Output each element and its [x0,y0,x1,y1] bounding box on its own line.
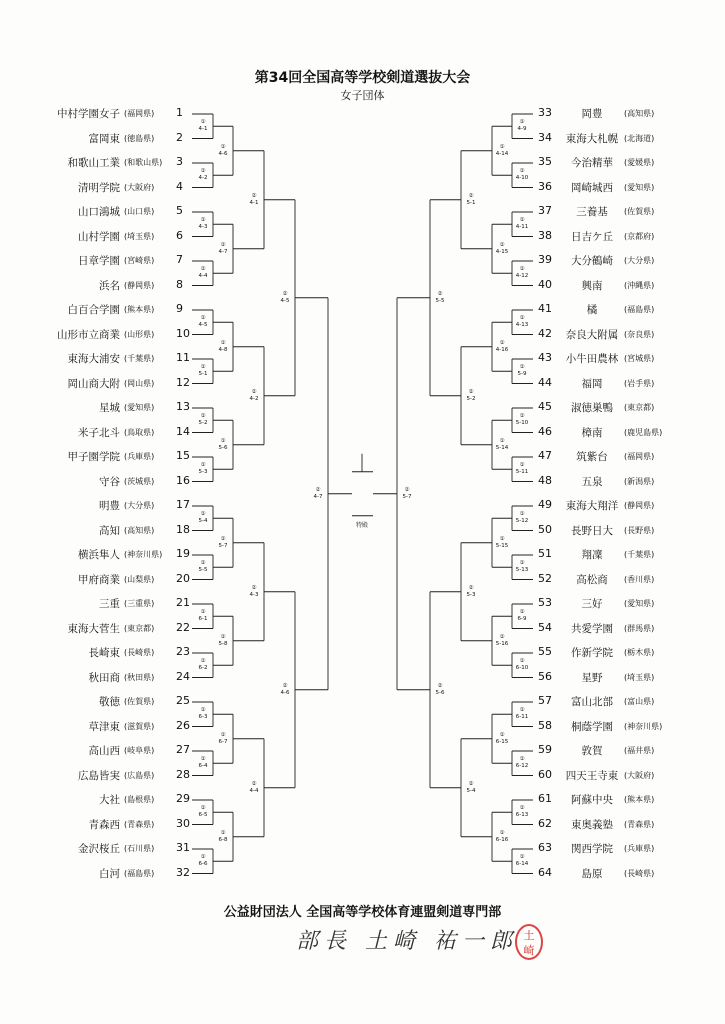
match-label: ① 4-13 [515,315,529,329]
team-prefecture: (福岡県) [124,109,155,118]
team-name: 富岡東 [88,132,120,145]
match-label: ① 5-12 [515,511,529,525]
team-name: 山口鴻城 [78,206,120,218]
team-prefecture: (長野県) [624,525,655,535]
team-prefecture: (福島県) [124,868,155,878]
seed-number: 30 [176,816,190,830]
team-name: 興南 [581,279,603,292]
seed-number: 31 [176,841,190,854]
team-prefecture: (徳島県) [124,133,155,143]
seed-number: 13 [176,400,190,413]
team-name: 浜名 [99,279,120,292]
team-prefecture: (埼玉県) [124,231,155,241]
match-label: ② 5-2 [466,388,476,402]
team-prefecture: (神奈川県) [624,721,663,731]
match-label: ① 4-14 [495,143,509,157]
seed-number: 5 [176,204,183,217]
match-label: ② 5-1 [466,192,476,206]
team-name: 岡豊 [581,108,603,120]
team-prefecture: (兵庫県) [124,452,155,461]
team-prefecture: (愛知県) [124,403,155,412]
seed-number: 55 [538,645,552,658]
match-label: ① 6-4 [198,756,208,770]
seed-number: 61 [538,792,552,805]
team-name: 高山西 [88,745,120,757]
seed-number: 42 [538,326,552,340]
team-prefecture: (和歌山県) [124,158,163,167]
match-label: ① 6-6 [198,854,208,868]
match-label: ① 5-11 [515,462,529,476]
match-label: ① 5-13 [515,560,529,574]
team-name: 淑徳巣鴨 [571,402,613,414]
match-label: ① 5-5 [198,560,208,574]
team-prefecture: (福岡県) [624,452,655,461]
match-label: ① 5-1 [198,364,208,378]
seed-number: 7 [176,253,183,266]
match-label: ② 4-6 [280,682,290,696]
seed-number: 40 [538,277,552,291]
seed-number: 18 [176,522,190,536]
seed-number: 64 [538,865,552,879]
team-name: 奈良大附属 [565,328,619,341]
seed-number: 3 [176,155,183,168]
seed-number: 54 [538,620,552,634]
team-name: 関西学院 [571,843,613,855]
team-prefecture: (奈良県) [624,329,655,339]
match-label: ① 4-11 [515,217,529,231]
match-label: ② 4-2 [249,388,259,402]
match-label: ① 4-7 [218,241,228,255]
match-label: ① 6-3 [198,707,208,721]
team-name: 五泉 [581,475,603,488]
seed-number: 59 [538,743,552,756]
seed-number: 25 [176,694,190,707]
team-prefecture: (熊本県) [624,795,655,804]
team-prefecture: (沖縄県) [624,280,655,290]
team-prefecture: (青森県) [124,819,155,829]
team-name: 白河 [99,867,120,880]
team-name: 白百合学園 [67,304,120,316]
seed-number: 14 [176,424,190,438]
seed-number: 20 [176,571,190,585]
team-name: 日吉ケ丘 [571,230,613,243]
team-prefecture: (岩手県) [624,378,655,388]
seed-number: 29 [176,792,190,805]
match-label: ① 5-2 [198,413,208,427]
final-label: 特殿 [356,521,369,529]
match-label: ① 6-5 [198,805,208,819]
seed-number: 60 [538,767,552,781]
seed-number: 12 [176,375,190,389]
seed-number: 17 [176,498,190,511]
team-name: 富山北部 [571,696,613,708]
team-name: 東海大浦安 [67,353,120,365]
team-prefecture: (愛知県) [624,599,655,608]
seed-number: 50 [538,522,552,536]
organization-name: 公益財団法人 全国高等学校体育連盟剣道専門部 [223,905,502,920]
team-name: 筑紫台 [576,451,608,463]
match-label: ① 4-4 [198,266,208,280]
match-label: ① 4-10 [515,168,529,182]
match-label: ② 5-7 [402,486,412,500]
seed-number: 4 [176,179,183,193]
team-name: 三好 [581,598,603,610]
team-name: 高知 [99,524,120,537]
team-name: 星野 [581,671,603,684]
seed-number: 46 [538,424,552,438]
seed-number: 32 [176,865,190,879]
team-name: 敬徳 [99,696,120,708]
team-name: 大社 [99,794,120,806]
team-prefecture: (佐賀県) [124,697,155,706]
team-name: 星城 [99,402,120,414]
match-label: ② 4-7 [313,486,323,500]
team-name: 和歌山工業 [67,157,120,169]
seed-number: 11 [176,351,190,364]
team-name: 横浜隼人 [78,549,120,561]
team-prefecture: (埼玉県) [624,672,655,682]
seed-number: 6 [176,228,183,242]
team-prefecture: (京都府) [624,231,655,241]
team-name: 作新学院 [571,647,613,659]
match-label: ② 4-1 [249,192,259,206]
team-name: 甲府商業 [78,573,120,586]
match-label: ② 4-5 [280,290,290,304]
team-prefecture: (愛媛県) [624,158,655,167]
seed-number: 49 [538,498,552,511]
team-prefecture: (富山県) [624,697,655,706]
match-label: ② 5-6 [435,682,445,696]
team-name: 明豊 [99,500,120,512]
seed-number: 28 [176,767,190,781]
team-prefecture: (熊本県) [124,305,155,314]
team-prefecture: (静岡県) [624,501,655,510]
team-name: 阿蘇中央 [571,794,613,806]
match-label: ① 6-8 [218,829,228,843]
seed-number: 56 [538,669,552,683]
seed-number: 23 [176,645,190,658]
team-prefecture: (兵庫県) [624,844,655,853]
team-prefecture: (鳥取県) [124,427,155,437]
team-name: 東奥義塾 [571,818,613,831]
seed-number: 38 [538,228,552,242]
page-subtitle: 女子団体 [340,89,385,102]
team-name: 山村学園 [78,230,120,243]
seed-number: 15 [176,449,190,462]
team-prefecture: (山口県) [124,207,155,216]
match-label: ① 6-2 [198,658,208,672]
team-prefecture: (大分県) [124,501,155,510]
team-prefecture: (秋田県) [124,672,155,682]
team-name: 四天王寺東 [565,769,619,782]
signature-area [0,924,725,964]
seed-number: 41 [538,302,552,315]
team-prefecture: (岡山県) [124,378,155,388]
team-name: 長崎東 [88,647,120,659]
match-label: ② 4-3 [249,584,259,598]
team-name: 山形市立商業 [57,328,120,341]
match-label: ① 6-15 [495,731,509,745]
team-name: 岡崎城西 [571,181,613,194]
team-name: 今治精華 [571,157,613,169]
seed-number: 34 [538,130,552,144]
seed-number: 44 [538,375,552,389]
seed-number: 53 [538,596,552,609]
team-prefecture: (島根県) [124,795,155,804]
team-prefecture: (栃木県) [624,648,655,657]
seed-number: 9 [176,302,183,315]
seed-number: 62 [538,816,552,830]
match-label: ① 6-12 [515,756,529,770]
signature: 部長 土崎 祐一郎 [296,929,518,954]
match-label: ② 5-3 [466,584,476,598]
seed-number: 45 [538,400,552,413]
seed-number: 33 [538,106,552,119]
team-prefecture: (岐阜県) [124,746,155,755]
team-prefecture: (高知県) [124,525,155,535]
match-label: ① 5-7 [218,535,228,549]
match-label: ① 6-10 [515,658,529,672]
team-prefecture: (福島県) [624,305,655,314]
team-prefecture: (群馬県) [624,623,655,633]
team-prefecture: (大阪府) [624,770,655,780]
team-name: 共愛学園 [571,622,613,635]
team-name: 秋田商 [88,671,120,684]
match-label: ① 5-15 [495,535,509,549]
match-label: ① 4-2 [198,168,208,182]
seed-number: 27 [176,743,190,756]
seed-number: 1 [176,106,183,119]
team-prefecture: (山梨県) [124,574,155,584]
team-prefecture: (北海道) [624,133,655,143]
team-name: 高松商 [576,573,608,586]
match-label: ① 6-1 [198,609,208,623]
team-prefecture: (千葉県) [124,354,155,363]
team-name: 守谷 [99,475,120,488]
team-name: 広島皆実 [78,769,120,782]
match-label: ① 5-3 [198,462,208,476]
team-prefecture: (東京都) [624,403,655,412]
team-name: 清明学院 [78,181,120,194]
seed-number: 21 [176,596,190,609]
seed-number: 19 [176,547,190,560]
team-name: 東海大札幌 [565,132,619,145]
match-label: ① 6-11 [515,707,529,721]
seed-number: 10 [176,326,190,340]
match-label: ① 5-14 [495,437,509,451]
match-label: ① 4-1 [198,119,208,133]
team-prefecture: (石川県) [124,844,155,853]
match-label: ① 4-8 [218,339,228,353]
team-name: 東海大菅生 [67,622,120,635]
team-name: 甲子園学院 [67,451,120,463]
team-name: 樟南 [581,426,603,439]
seed-number: 47 [538,449,552,462]
team-name: 福岡 [581,377,603,390]
seed-number: 43 [538,351,552,364]
team-name: 金沢桜丘 [78,843,120,855]
match-label: ① 5-4 [198,511,208,525]
team-prefecture: (宮城県) [624,354,655,363]
seed-number: 63 [538,841,552,854]
team-prefecture: (大分県) [624,256,655,265]
team-name: 大分鶴崎 [571,255,613,267]
team-prefecture: (山形県) [124,329,155,339]
match-label: ① 4-3 [198,217,208,231]
seed-number: 57 [538,694,552,707]
team-prefecture: (茨城県) [124,476,155,486]
team-prefecture: (千葉県) [624,550,655,559]
team-name: 橘 [586,304,598,316]
match-label: ② 4-4 [249,780,259,794]
team-name: 敦賀 [581,745,603,757]
team-name: 青森西 [88,818,120,831]
match-label: ① 6-14 [515,854,529,868]
team-prefecture: (福井県) [624,746,655,755]
match-label: ① 5-16 [495,633,509,647]
team-prefecture: (鹿児島県) [624,427,663,437]
team-prefecture: (高知県) [624,109,655,118]
match-label: ① 6-9 [517,609,527,623]
seal-stamp: 土 崎 [515,924,543,960]
match-label: ② 5-5 [435,290,445,304]
seed-number: 52 [538,571,552,585]
team-prefecture: (長崎県) [124,648,155,657]
match-label: ① 5-8 [218,633,228,647]
seed-number: 37 [538,204,552,217]
seed-number: 2 [176,130,183,144]
team-name: 東海大翔洋 [565,500,619,512]
team-prefecture: (新潟県) [624,476,655,486]
match-label: ① 5-9 [517,364,527,378]
team-name: 三重 [99,598,120,610]
seed-number: 39 [538,253,552,266]
team-prefecture: (神奈川県) [124,550,163,559]
seed-number: 26 [176,718,190,732]
seed-number: 16 [176,473,190,487]
team-name: 米子北斗 [78,426,120,439]
team-name: 小牛田農林 [565,353,619,365]
match-label: ① 6-16 [495,829,509,843]
match-label: ① 4-6 [218,143,228,157]
team-prefecture: (東京都) [124,623,155,633]
team-prefecture: (香川県) [624,574,655,584]
team-prefecture: (滋賀県) [124,721,155,731]
team-prefecture: (愛知県) [624,182,655,192]
match-label: ① 4-9 [517,119,527,133]
team-name: 草津東 [88,720,120,733]
match-label: ① 6-13 [515,805,529,819]
team-name: 三養基 [576,206,608,218]
match-label: ① 5-6 [218,437,228,451]
team-prefecture: (宮崎県) [124,256,155,265]
match-label: ① 6-7 [218,731,228,745]
match-label: ① 4-16 [495,339,509,353]
team-prefecture: (佐賀県) [624,207,655,216]
team-name: 中村学園女子 [57,108,120,120]
team-name: 桐蔭学園 [571,720,613,733]
team-name: 岡山商大附 [67,377,120,390]
team-name: 日章学園 [78,255,120,267]
team-prefecture: (長崎県) [624,868,655,878]
seed-number: 48 [538,473,552,487]
seed-number: 58 [538,718,552,732]
team-prefecture: (静岡県) [124,280,155,290]
seed-number: 51 [538,547,552,560]
team-prefecture: (三重県) [124,599,155,608]
seed-number: 24 [176,669,190,683]
seed-number: 8 [176,277,183,291]
seed-number: 35 [538,155,552,168]
seed-number: 36 [538,179,552,193]
team-name: 翔凜 [581,549,603,561]
match-label: ② 5-4 [466,780,476,794]
match-label: ① 4-15 [495,241,509,255]
match-label: ① 5-10 [515,413,529,427]
page-title: 第34回全国高等学校剣道選抜大会 [254,70,471,86]
match-label: ① 4-12 [515,266,529,280]
team-name: 長野日大 [571,524,613,537]
team-name: 島原 [581,867,603,880]
seed-number: 22 [176,620,190,634]
team-prefecture: (広島県) [124,770,155,780]
match-label: ① 4-5 [198,315,208,329]
team-prefecture: (大阪府) [124,182,155,192]
team-prefecture: (青森県) [624,819,655,829]
